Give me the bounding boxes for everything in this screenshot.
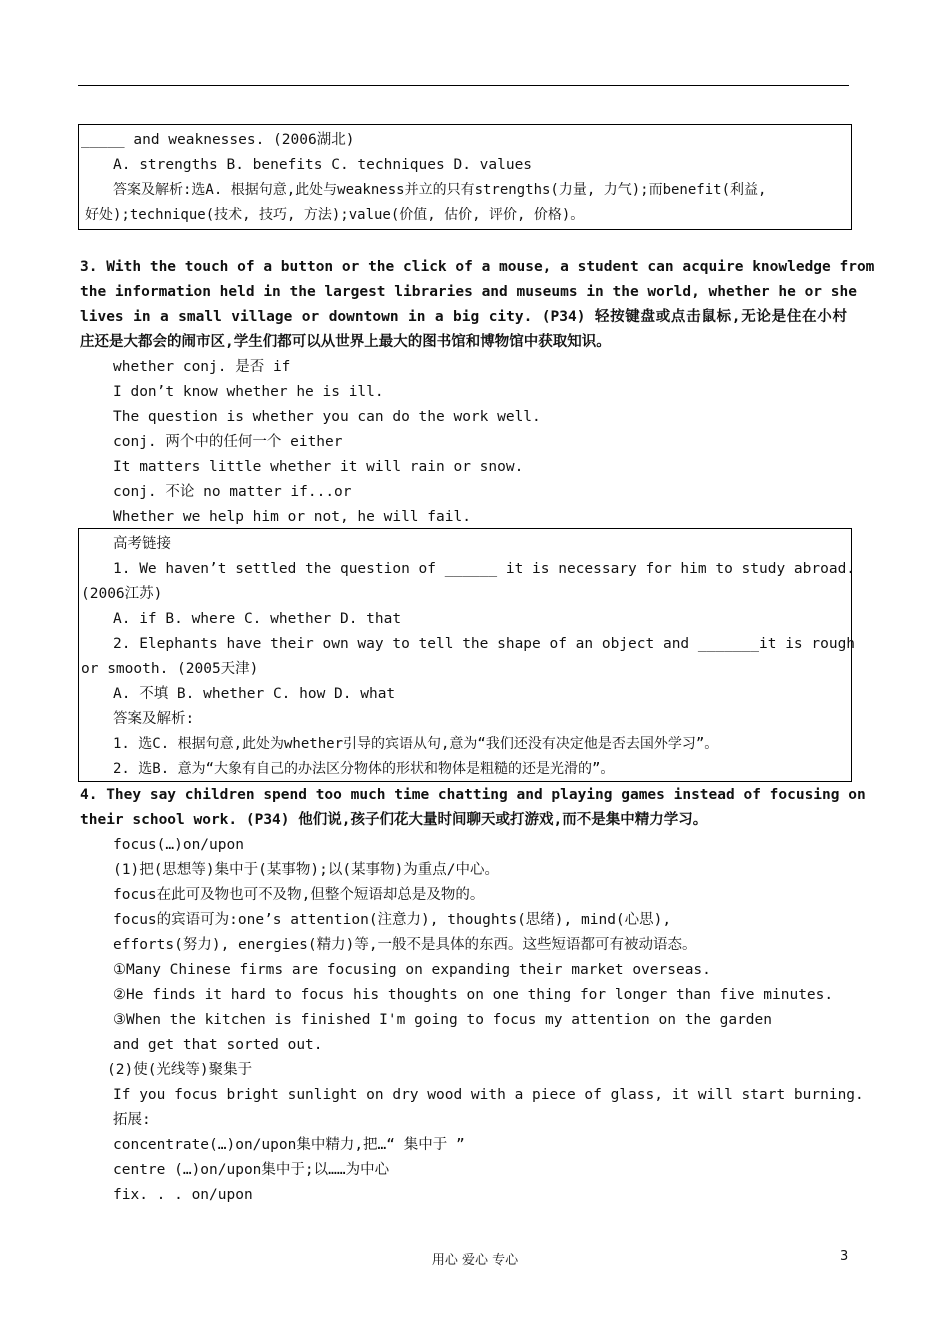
focus-phrase: focus(…)on/upon [113,837,244,853]
options: A. strengths B. benefits C. techniques D. values [113,157,533,173]
focus-example-3-cont: and get that sorted out. [113,1037,323,1053]
focus-meaning-1: (1)把(思想等)集中于(某事物);以(某事物)为重点/中心。 [113,862,500,878]
sentence-3-line-3: lives in a small village or downtown in a big city. (P34) 轻按键盘或点击鼠标,无论是住在小村 [80,309,847,325]
whether-example-3: It matters little whether it will rain or snow. [113,459,524,475]
question-tail: _____ and weaknesses. (2006湖北) [81,132,355,148]
whether-def: whether conj. 是否 if [113,359,291,375]
answer-1: 1. 选C. 根据句意,此处为whether引导的宾语从句,意为“我们还没有决定他是否去国外学习”。 [113,736,719,752]
answer-explanation: 答案及解析:选A. 根据句意,此处与weakness并立的只有strengths(力量, 力气);而benefit(利益, [113,182,767,198]
answer-box-1 [78,124,852,230]
focus-example-3: ③When the kitchen is finished I'm going to focus my attention on the garden [113,1012,772,1028]
question-1-source: (2006江苏) [81,586,163,602]
extension-heading: 拓展: [113,1112,151,1128]
sentence-3-line-4: 庄还是大都会的闹市区,学生们都可以从世界上最大的图书馆和博物馆中获取知识。 [80,334,611,350]
whether-example-2: The question is whether you can do the work well. [113,409,541,425]
focus-example-4: If you focus bright sunlight on dry wood with a piece of glass, it will start burning. [113,1087,864,1103]
whether-example-4: Whether we help him or not, he will fail. [113,509,471,525]
answer-2: 2. 选B. 意为“大象有自己的办法区分物体的形状和物体是粗糙的还是光滑的”。 [113,761,615,777]
question-1: 1. We haven’t settled the question of ______ it is necessary for him to study abroad. [113,561,856,577]
focus-example-1: ①Many Chinese firms are focusing on expanding their market overseas. [113,962,711,978]
extension-1: concentrate(…)on/upon集中精力,把…“ 集中于 ” [113,1137,465,1153]
footer-text: 用心 爱心 专心 [431,1253,519,1268]
whether-example-1: I don’t know whether he is ill. [113,384,384,400]
gaokao-link-box [78,528,856,782]
focus-meaning-2: (2)使(光线等)聚集于 [107,1062,253,1078]
question-2-cont: or smooth. (2005天津) [81,661,259,677]
whether-def-2: conj. 两个中的任何一个 either [113,434,343,450]
focus-note-3: efforts(努力), energies(精力)等,一般不是具体的东西。这些短语都可有被动语态。 [113,937,697,953]
focus-note-1: focus在此可及物也可不及物,但整个短语却总是及物的。 [113,887,485,903]
answers-heading: 答案及解析: [113,711,195,727]
sentence-4-line-1: 4. They say children spend too much time chatting and playing games instead of focusing on [80,787,866,803]
sentence-4-line-2: their school work. (P34) 他们说,孩子们花大量时间聊天或打游戏,而不是集中精力学习。 [80,812,708,828]
header-rule [78,85,849,86]
sentence-3-line-1: 3. With the touch of a button or the click of a mouse, a student can acquire knowledge from [80,259,875,275]
question-2: 2. Elephants have their own way to tell the shape of an object and _______it is rough [113,636,856,652]
answer-explanation-cont: 好处);technique(技术, 技巧, 方法);value(价值, 估价, 评价, 价格)。 [85,207,585,223]
question-1-options: A. if B. where C. whether D. that [113,611,402,627]
extension-3: fix. . . on/upon [113,1187,253,1203]
focus-example-2: ②He finds it hard to focus his thoughts on one thing for longer than five minutes. [113,987,834,1003]
question-2-options: A. 不填 B. whether C. how D. what [113,686,396,702]
gaokao-heading: 高考链接 [113,536,171,552]
focus-note-2: focus的宾语可为:one’s attention(注意力), thoughts(思绪), mind(心思), [113,912,672,928]
whether-def-3: conj. 不论 no matter if...or [113,484,352,500]
sentence-3-line-2: the information held in the largest libraries and museums in the world, whether he or she [80,284,857,300]
page-number: 3 [840,1249,849,1264]
extension-2: centre (…)on/upon集中于;以……为中心 [113,1162,390,1178]
